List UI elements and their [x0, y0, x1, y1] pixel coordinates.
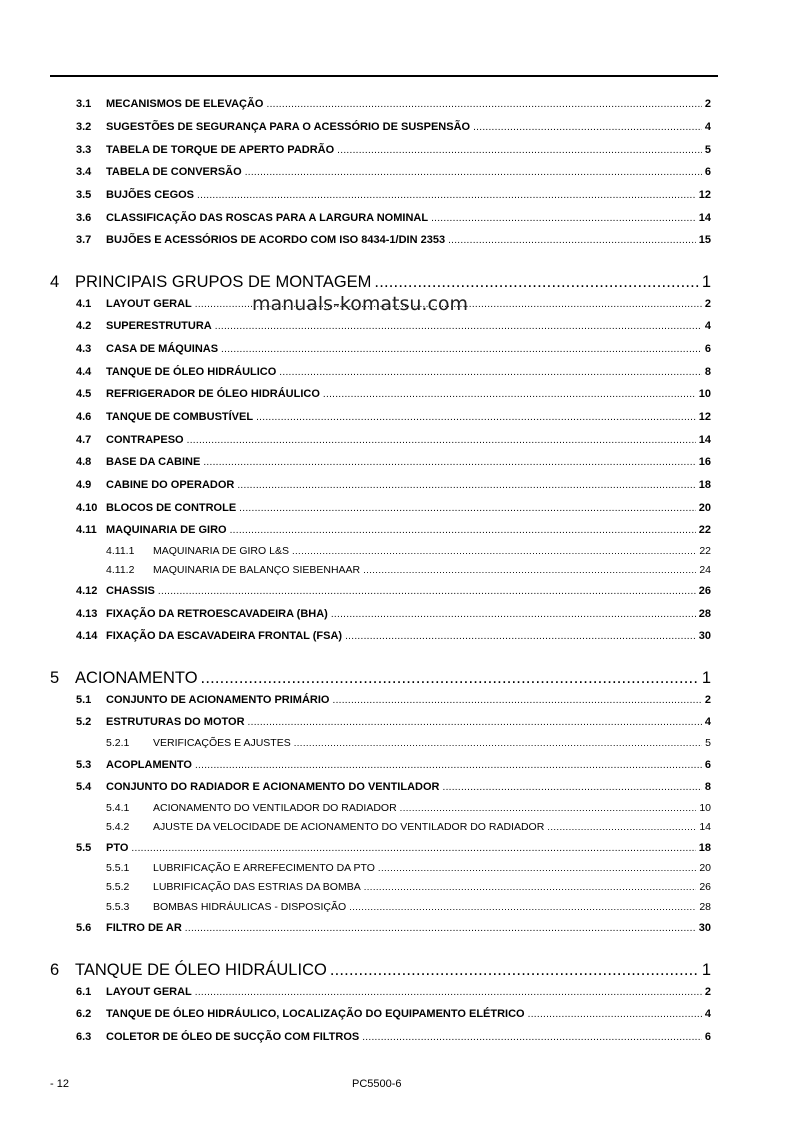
entry-page: 6: [704, 759, 711, 771]
entry-page: 18: [698, 842, 711, 854]
entry-page: 16: [698, 456, 711, 468]
entry-title: SUGESTÕES DE SEGURANÇA PARA O ACESSÓRIO DE SUSPENSÃO: [106, 121, 471, 133]
subentry-page: 20: [699, 862, 711, 874]
entry-number: 3.7: [76, 234, 92, 246]
toc-entry[interactable]: [76, 320, 711, 336]
toc-entry[interactable]: [76, 759, 711, 775]
entry-title: CHASSIS: [106, 585, 155, 597]
toc-entry[interactable]: [76, 411, 711, 427]
subentry-number: 5.5.1: [106, 862, 130, 874]
entry-page: 18: [698, 479, 711, 491]
toc-chapter-6[interactable]: [50, 961, 711, 983]
entry-title: MECANISMOS DE ELEVAÇÃO: [106, 98, 264, 110]
entry-title: PTO: [106, 842, 129, 854]
entry-page: 4: [704, 1008, 711, 1020]
entry-title: FILTRO DE AR: [106, 922, 182, 934]
entry-number: 4.13: [76, 608, 98, 620]
entry-number: 4.11: [76, 524, 97, 536]
entry-number: 4.6: [76, 411, 92, 423]
subentry-title: LUBRIFICAÇÃO E ARREFECIMENTO DA PTO: [153, 862, 375, 874]
entry-page: 5: [704, 144, 711, 156]
subentry-title: MAQUINARIA DE BALANÇO SIEBENHAAR: [153, 564, 361, 576]
entry-number: 5.3: [76, 759, 92, 771]
toc-entry[interactable]: [76, 1031, 711, 1047]
toc-entry[interactable]: [76, 121, 711, 137]
entry-number: 4.3: [76, 343, 92, 355]
subentry-number: 5.4.1: [106, 802, 130, 814]
entry-number: 5.1: [76, 694, 92, 706]
subentry-number: 4.11.2: [106, 564, 135, 576]
toc-entry[interactable]: [76, 502, 711, 518]
toc-subentry[interactable]: [106, 545, 711, 559]
entry-title: CABINE DO OPERADOR: [106, 479, 235, 491]
entry-number: 4.2: [76, 320, 92, 332]
entry-page: 20: [698, 502, 711, 514]
subentry-title: LUBRIFICAÇÃO DAS ESTRIAS DA BOMBA: [153, 881, 361, 893]
toc-entry[interactable]: [76, 986, 711, 1002]
toc-entry[interactable]: [76, 212, 711, 228]
toc-entry[interactable]: [76, 781, 711, 797]
entry-number: 5.4: [76, 781, 92, 793]
entry-title: TANQUE DE COMBUSTÍVEL: [106, 411, 254, 423]
subentry-number: 4.11.1: [106, 545, 135, 557]
toc-entry[interactable]: [76, 842, 711, 858]
entry-number: 4.5: [76, 388, 92, 400]
entry-page: 28: [698, 608, 711, 620]
entry-title: MAQUINARIA DE GIRO: [106, 524, 227, 536]
entry-page: 6: [704, 343, 711, 355]
chapter-number: 4: [50, 273, 60, 291]
entry-page: 30: [698, 630, 711, 642]
entry-title: COLETOR DE ÓLEO DE SUCÇÃO COM FILTROS: [106, 1031, 360, 1043]
subentry-title: AJUSTE DA VELOCIDADE DE ACIONAMENTO DO VENTILADOR DO RADIADOR: [153, 821, 545, 833]
toc-subentry[interactable]: [106, 901, 711, 915]
entry-page: 4: [704, 716, 711, 728]
toc-entry[interactable]: [76, 1008, 711, 1024]
entry-page: 2: [704, 694, 711, 706]
toc-subentry[interactable]: [106, 564, 711, 578]
entry-title: ACOPLAMENTO: [106, 759, 192, 771]
entry-page: 8: [704, 781, 711, 793]
chapter-page: 1: [701, 961, 711, 979]
entry-title: BUJÕES E ACESSÓRIOS DE ACORDO COM ISO 8434-1/DIN 2353: [106, 234, 446, 246]
subentry-title: ACIONAMENTO DO VENTILADOR DO RADIADOR: [153, 802, 397, 814]
entry-page: 22: [698, 524, 711, 536]
entry-number: 4.1: [76, 298, 92, 310]
entry-number: 5.6: [76, 922, 92, 934]
chapter-number: 5: [50, 669, 60, 687]
entry-page: 2: [704, 298, 711, 310]
chapter-title: PRINCIPAIS GRUPOS DE MONTAGEM: [75, 273, 372, 291]
entry-number: 3.5: [76, 189, 92, 201]
subentry-page: 26: [699, 881, 711, 893]
toc-entry[interactable]: [76, 366, 711, 382]
entry-number: 4.7: [76, 434, 92, 446]
toc-entry[interactable]: [76, 343, 711, 359]
entry-number: 5.5: [76, 842, 92, 854]
toc-entry[interactable]: [76, 608, 711, 624]
toc-entry[interactable]: [76, 630, 711, 646]
entry-number: 3.1: [76, 98, 92, 110]
subentry-page: 22: [699, 545, 711, 557]
entry-page: 4: [704, 121, 711, 133]
subentry-number: 5.4.2: [106, 821, 130, 833]
entry-number: 6.3: [76, 1031, 92, 1043]
entry-number: 3.4: [76, 166, 92, 178]
footer-page-number: - 12: [50, 1078, 69, 1090]
toc-subentry[interactable]: [106, 881, 711, 895]
entry-number: 6.2: [76, 1008, 92, 1020]
entry-page: 12: [698, 411, 711, 423]
toc-entry[interactable]: [76, 234, 711, 250]
toc-chapter-5[interactable]: [50, 669, 711, 691]
entry-number: 3.6: [76, 212, 92, 224]
toc-entry[interactable]: [76, 144, 711, 160]
entry-number: 5.2: [76, 716, 92, 728]
entry-number: 4.4: [76, 366, 92, 378]
subentry-number: 5.5.2: [106, 881, 130, 893]
entry-title: TABELA DE CONVERSÃO: [106, 166, 242, 178]
entry-title: FIXAÇÃO DA ESCAVADEIRA FRONTAL (FSA): [106, 630, 343, 642]
entry-title: SUPERESTRUTURA: [106, 320, 212, 332]
subentry-number: 5.2.1: [106, 737, 130, 749]
entry-title: BASE DA CABINE: [106, 456, 201, 468]
subentry-number: 5.5.3: [106, 901, 130, 913]
entry-title: TANQUE DE ÓLEO HIDRÁULICO: [106, 366, 277, 378]
toc-entry[interactable]: [76, 189, 711, 205]
subentry-page: 14: [699, 821, 711, 833]
toc-entry[interactable]: [76, 524, 711, 540]
chapter-page: 1: [701, 669, 711, 687]
entry-page: 15: [698, 234, 711, 246]
subentry-title: MAQUINARIA DE GIRO L&S: [153, 545, 289, 557]
toc-entry[interactable]: [76, 694, 711, 710]
entry-page: 2: [704, 98, 711, 110]
entry-page: 26: [698, 585, 711, 597]
toc-subentry[interactable]: [106, 821, 711, 835]
entry-number: 4.12: [76, 585, 98, 597]
toc-entry[interactable]: [76, 716, 711, 732]
entry-page: 12: [698, 189, 711, 201]
chapter-number: 6: [50, 961, 60, 979]
toc-entry[interactable]: [76, 585, 711, 601]
entry-number: 4.8: [76, 456, 92, 468]
entry-page: 6: [704, 166, 711, 178]
toc-chapter-4[interactable]: [50, 273, 711, 295]
entry-title: TABELA DE TORQUE DE APERTO PADRÃO: [106, 144, 335, 156]
toc-entry[interactable]: [76, 456, 711, 472]
entry-page: 4: [704, 320, 711, 332]
subentry-page: 5: [705, 737, 711, 749]
toc-entry[interactable]: [76, 166, 711, 182]
subentry-title: BOMBAS HIDRÁULICAS - DISPOSIÇÃO: [153, 901, 347, 913]
chapter-title: ACIONAMENTO: [75, 669, 198, 687]
toc-entry[interactable]: [76, 479, 711, 495]
entry-title: TANQUE DE ÓLEO HIDRÁULICO, LOCALIZAÇÃO DO EQUIPAMENTO ELÉTRICO: [106, 1008, 525, 1020]
chapter-title: TANQUE DE ÓLEO HIDRÁULICO: [75, 961, 327, 979]
toc-entry[interactable]: [76, 98, 711, 114]
entry-title: LAYOUT GERAL: [106, 298, 192, 310]
toc-entry[interactable]: [76, 388, 711, 404]
entry-number: 4.9: [76, 479, 92, 491]
entry-title: CASA DE MÁQUINAS: [106, 343, 219, 355]
chapter-page: 1: [701, 273, 711, 291]
toc-subentry[interactable]: [106, 802, 711, 816]
subentry-page: 10: [699, 802, 711, 814]
toc-entry[interactable]: [76, 434, 711, 450]
entry-title: CONJUNTO DO RADIADOR E ACIONAMENTO DO VENTILADOR: [106, 781, 440, 793]
watermark-text: manuals-komatsu.com: [252, 293, 469, 315]
toc-subentry[interactable]: [106, 862, 711, 876]
entry-page: 14: [698, 434, 711, 446]
entry-title: CLASSIFICAÇÃO DAS ROSCAS PARA A LARGURA NOMINAL: [106, 212, 429, 224]
entry-title: FIXAÇÃO DA RETROESCAVADEIRA (BHA): [106, 608, 328, 620]
entry-number: 6.1: [76, 986, 92, 998]
entry-title: CONJUNTO DE ACIONAMENTO PRIMÁRIO: [106, 694, 330, 706]
entry-title: REFRIGERADOR DE ÓLEO HIDRÁULICO: [106, 388, 320, 400]
entry-page: 10: [698, 388, 711, 400]
toc-subentry[interactable]: [106, 737, 711, 751]
entry-number: 3.2: [76, 121, 92, 133]
entry-number: 3.3: [76, 144, 92, 156]
entry-title: BUJÕES CEGOS: [106, 189, 195, 201]
toc-entry[interactable]: [76, 922, 711, 938]
subentry-page: 28: [699, 901, 711, 913]
entry-number: 4.10: [76, 502, 98, 514]
subentry-page: 24: [699, 564, 711, 576]
entry-page: 14: [698, 212, 711, 224]
entry-title: ESTRUTURAS DO MOTOR: [106, 716, 245, 728]
entry-page: 8: [704, 366, 711, 378]
footer-model: PC5500-6: [352, 1078, 402, 1090]
entry-title: CONTRAPESO: [106, 434, 184, 446]
entry-title: BLOCOS DE CONTROLE: [106, 502, 237, 514]
subentry-title: VERIFICAÇÕES E AJUSTES: [153, 737, 291, 749]
entry-page: 6: [704, 1031, 711, 1043]
entry-page: 30: [698, 922, 711, 934]
entry-number: 4.14: [76, 630, 98, 642]
entry-page: 2: [704, 986, 711, 998]
entry-title: LAYOUT GERAL: [106, 986, 192, 998]
